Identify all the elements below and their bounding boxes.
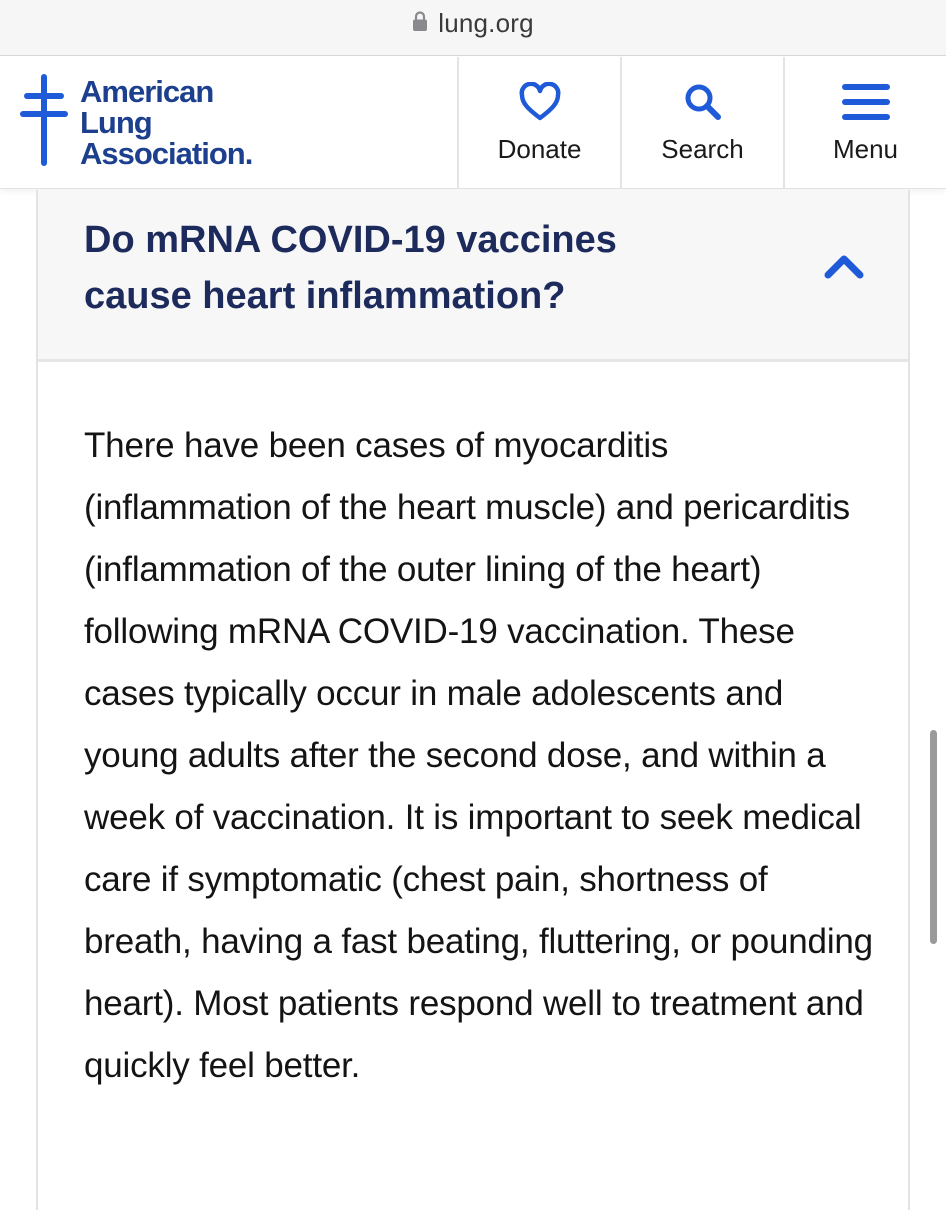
search-button[interactable] [620,57,783,188]
search-icon [683,80,723,124]
logo-wordmark [80,76,252,169]
site-logo[interactable] [0,57,457,188]
lock-icon [412,10,428,37]
menu-label: Menu [832,134,899,164]
faq-question: Do mRNA COVID-19 vaccines cause heart inflammation? [84,219,617,317]
lorraine-cross-icon [20,74,68,171]
faq-question-header[interactable] [38,190,908,362]
chevron-up-icon[interactable] [820,248,868,284]
donate-label: Donate [497,134,582,164]
heart-icon [518,80,562,124]
url-text: lung.org [438,8,534,38]
url-display[interactable] [412,8,534,39]
faq-answer: There have been cases of myocarditis (inflammation of the heart muscle) and pericarditis (inflammation of the outer lining of the heart) following mRNA COVID-19 vaccination. These cases typically occur in male adolescents and young adults after the second dose, and within a week of vaccination. It is important to seek medical care if symptomatic (chest pain, shortness of breath, having a fast beating, fluttering, or pounding heart). Most patients respond well to treatment and quickly feel better. [84,426,873,1085]
browser-url-bar[interactable] [0,0,946,56]
faq-accordion-item [36,190,910,1210]
menu-button[interactable] [783,57,946,188]
page-scrollbar[interactable] [930,730,937,944]
donate-button[interactable] [457,57,620,188]
logo-line-1: American [80,74,214,109]
hamburger-menu-icon [842,80,890,124]
logo-line-2: Lung [80,105,152,140]
search-label: Search [661,134,744,164]
logo-line-3: Association. [80,136,253,171]
site-header [0,57,946,189]
